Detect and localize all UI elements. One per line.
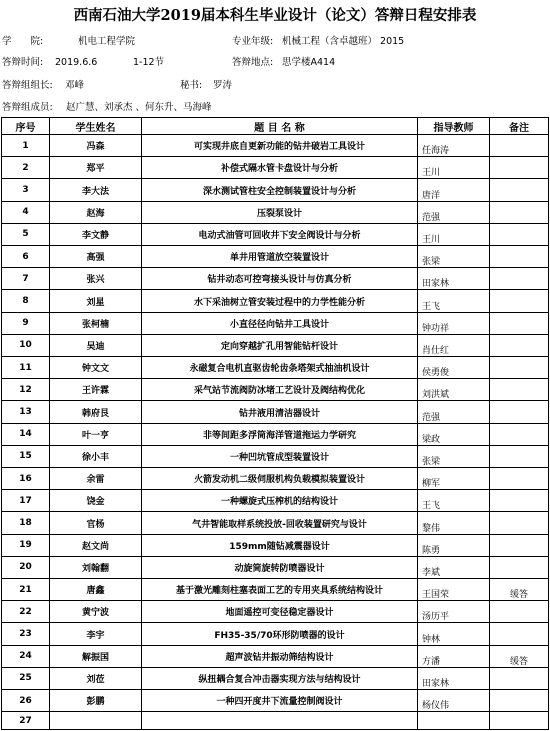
student-name: 刘莅 [50, 667, 142, 689]
header-topic: 题 目 名 称 [142, 118, 418, 135]
remark-cell [490, 423, 549, 445]
header-remark: 备注 [490, 118, 549, 135]
table-row [2, 556, 549, 578]
row-number: 21 [2, 579, 50, 601]
table-row [2, 601, 549, 623]
advisor-name: 王国荣 [418, 579, 490, 601]
row-number: 24 [2, 645, 50, 667]
student-name: 黄宁波 [50, 601, 142, 623]
remark-cell [490, 623, 549, 645]
remark-cell [490, 357, 549, 379]
row-number: 5 [2, 223, 50, 245]
row-number: 23 [2, 623, 50, 645]
remark-cell [490, 490, 549, 512]
topic-title: 动旋筒旋转防喷器设计 [142, 556, 418, 578]
row-number: 15 [2, 445, 50, 467]
remark-cell [490, 379, 549, 401]
row-number: 25 [2, 667, 50, 689]
secretary-label: 秘书: [180, 80, 203, 91]
student-name: 张兴 [50, 268, 142, 290]
table-row [2, 445, 549, 467]
topic-title [142, 712, 418, 730]
table-row [2, 534, 549, 556]
topic-title: 一种凹坑管成型装置设计 [142, 445, 418, 467]
schedule-table [1, 117, 549, 730]
members-label: 答辩组成员: [2, 102, 53, 113]
advisor-name: 杨仪伟 [418, 690, 490, 712]
table-row [2, 268, 549, 290]
topic-title: 气井智能取样系统投放-回收装置研究与设计 [142, 512, 418, 534]
row-number: 3 [2, 179, 50, 201]
topic-title: 一种螺旋式压榨机的结构设计 [142, 490, 418, 512]
student-name: 李大法 [50, 179, 142, 201]
student-name: 解振国 [50, 645, 142, 667]
table-row [2, 201, 549, 223]
row-number: 22 [2, 601, 50, 623]
topic-title: 深水测试管柱安全控制装置设计与分析 [142, 179, 418, 201]
student-name: 李文静 [50, 223, 142, 245]
remark-cell [490, 268, 549, 290]
advisor-name: 张梁 [418, 445, 490, 467]
leader-value: 邓峰 [65, 80, 85, 91]
row-number: 8 [2, 290, 50, 312]
table-row [2, 312, 549, 334]
major-label: 专业年级: [232, 36, 274, 47]
page-title: 西南石油大学2019届本科生毕业设计（论文）答辩日程安排表 [73, 7, 477, 24]
advisor-name: 范强 [418, 201, 490, 223]
student-name: 张柯楠 [50, 312, 142, 334]
advisor-name: 柳军 [418, 468, 490, 490]
advisor-name: 钟功祥 [418, 312, 490, 334]
table-row [2, 334, 549, 356]
student-name [50, 712, 142, 730]
topic-title: 钻井液用清洁器设计 [142, 401, 418, 423]
table-row [2, 357, 549, 379]
remark-cell [490, 712, 549, 730]
advisor-name: 范强 [418, 401, 490, 423]
student-name: 余雷 [50, 468, 142, 490]
advisor-name: 李斌 [418, 556, 490, 578]
remark-cell [490, 246, 549, 268]
remark-cell [490, 445, 549, 467]
time-label: 答辩时间: [2, 57, 44, 68]
student-name: 吴迪 [50, 334, 142, 356]
topic-title: 压裂泵设计 [142, 201, 418, 223]
advisor-name [418, 712, 490, 730]
remark-cell [490, 312, 549, 334]
sessions-value: 1-12节 [133, 57, 165, 68]
row-number: 1 [2, 135, 50, 157]
student-name: 郑平 [50, 157, 142, 179]
topic-title: 定向穿越扩孔用智能钻杆设计 [142, 334, 418, 356]
topic-title: 小直径径向钻井工具设计 [142, 312, 418, 334]
topic-title: 火箭发动机二级伺服机构负载模拟装置设计 [142, 468, 418, 490]
table-header-row [2, 118, 549, 135]
row-number: 18 [2, 512, 50, 534]
table-row [2, 179, 549, 201]
remark-cell [490, 157, 549, 179]
topic-title: 一种四开度井下流量控制阀设计 [142, 690, 418, 712]
table-row [2, 623, 549, 645]
row-number: 19 [2, 534, 50, 556]
topic-title: 纵扭耦合复合冲击器实现方法与结构设计 [142, 667, 418, 689]
table-row [2, 490, 549, 512]
row-number: 20 [2, 556, 50, 578]
topic-title: 钻井动态可控弯接头设计与仿真分析 [142, 268, 418, 290]
advisor-name: 陈勇 [418, 534, 490, 556]
advisor-name: 方潘 [418, 645, 490, 667]
topic-title: 基于激光雕刻柱塞表面工艺的专用夹具系统结构设计 [142, 579, 418, 601]
table-row [2, 512, 549, 534]
secretary-value: 罗涛 [213, 80, 233, 91]
student-name: 唐鑫 [50, 579, 142, 601]
table-row [2, 423, 549, 445]
row-number: 12 [2, 379, 50, 401]
table-row [2, 135, 549, 157]
remark-cell [490, 334, 549, 356]
remark-cell [490, 534, 549, 556]
student-name: 徐小丰 [50, 445, 142, 467]
row-number: 13 [2, 401, 50, 423]
header-student: 学生姓名 [50, 118, 142, 135]
topic-title: 非等间距多浮筒海洋管道拖运力学研究 [142, 423, 418, 445]
table-row [2, 579, 549, 601]
remark-cell [490, 512, 549, 534]
remark-cell [490, 601, 549, 623]
table-row [2, 712, 549, 730]
student-name: 刘星 [50, 290, 142, 312]
student-name: 冯森 [50, 135, 142, 157]
advisor-name: 王飞 [418, 490, 490, 512]
topic-title: 永磁复合电机直驱齿轮齿条塔架式抽油机设计 [142, 357, 418, 379]
row-number: 4 [2, 201, 50, 223]
advisor-name: 张梁 [418, 246, 490, 268]
advisor-name: 田家林 [418, 667, 490, 689]
student-name: 彭鹏 [50, 690, 142, 712]
table-row [2, 645, 549, 667]
student-name: 韩府艮 [50, 401, 142, 423]
row-number: 27 [2, 712, 50, 730]
major-value: 机械工程（含卓越班） 2015 [282, 36, 405, 47]
topic-title: FH35-35/70环形防喷器的设计 [142, 623, 418, 645]
topic-title: 电动式油管可回收井下安全阀设计与分析 [142, 223, 418, 245]
table-row [2, 468, 549, 490]
remark-cell [490, 223, 549, 245]
topic-title: 采气站节流阀防冰堵工艺设计及阀结构优化 [142, 379, 418, 401]
topic-title: 超声波钻井振动筛结构设计 [142, 645, 418, 667]
topic-title: 补偿式隔水管卡盘设计与分析 [142, 157, 418, 179]
topic-title: 单井用管道放空装置设计 [142, 246, 418, 268]
college-label: 学 院: [2, 36, 44, 47]
table-row [2, 401, 549, 423]
leader-label: 答辩组组长: [2, 80, 53, 91]
row-number: 2 [2, 157, 50, 179]
student-name: 赵文尚 [50, 534, 142, 556]
table-row [2, 290, 549, 312]
advisor-name: 汤历平 [418, 601, 490, 623]
advisor-name: 王川 [418, 223, 490, 245]
student-name: 叶一亨 [50, 423, 142, 445]
members-value: 赵广慧、刘承杰 、何东升、马海峰 [66, 102, 212, 113]
row-number: 26 [2, 690, 50, 712]
student-name: 高强 [50, 246, 142, 268]
remark-cell [490, 179, 549, 201]
advisor-name: 王飞 [418, 290, 490, 312]
table-row [2, 690, 549, 712]
row-number: 6 [2, 246, 50, 268]
row-number: 7 [2, 268, 50, 290]
place-value: 思学楼A414 [282, 57, 336, 68]
remark-cell: 缓答 [490, 579, 549, 601]
remark-cell [490, 401, 549, 423]
row-number: 9 [2, 312, 50, 334]
advisor-name: 任海涛 [418, 135, 490, 157]
advisor-name: 黎伟 [418, 512, 490, 534]
date-value: 2019.6.6 [55, 57, 98, 68]
place-label: 答辩地点: [232, 57, 274, 68]
table-body [2, 135, 549, 730]
table-row [2, 157, 549, 179]
advisor-name: 梁政 [418, 423, 490, 445]
topic-title: 地面遥控可变径稳定器设计 [142, 601, 418, 623]
student-name: 赵海 [50, 201, 142, 223]
advisor-name: 钟林 [418, 623, 490, 645]
remark-cell [490, 468, 549, 490]
remark-cell [490, 290, 549, 312]
topic-title: 159mm随钻减震器设计 [142, 534, 418, 556]
row-number: 16 [2, 468, 50, 490]
student-name: 钟文文 [50, 357, 142, 379]
student-name: 官杨 [50, 512, 142, 534]
topic-title: 可实现井底自更新功能的钻井破岩工具设计 [142, 135, 418, 157]
remark-cell: 缓答 [490, 645, 549, 667]
table-row [2, 667, 549, 689]
student-name: 李宇 [50, 623, 142, 645]
student-name: 刘翰翻 [50, 556, 142, 578]
student-name: 王许霖 [50, 379, 142, 401]
remark-cell [490, 690, 549, 712]
college-value: 机电工程学院 [78, 36, 136, 47]
remark-cell [490, 201, 549, 223]
remark-cell [490, 556, 549, 578]
header-advisor: 指导教师 [418, 118, 490, 135]
advisor-name: 王川 [418, 157, 490, 179]
student-name: 饶金 [50, 490, 142, 512]
table-row [2, 246, 549, 268]
row-number: 14 [2, 423, 50, 445]
table-row [2, 223, 549, 245]
row-number: 11 [2, 357, 50, 379]
row-number: 17 [2, 490, 50, 512]
advisor-name: 刘洪斌 [418, 379, 490, 401]
advisor-name: 肖仕红 [418, 334, 490, 356]
table-row [2, 379, 549, 401]
row-number: 10 [2, 334, 50, 356]
topic-title: 水下采油树立管安装过程中的力学性能分析 [142, 290, 418, 312]
advisor-name: 唐洋 [418, 179, 490, 201]
advisor-name: 侯勇俊 [418, 357, 490, 379]
remark-cell [490, 667, 549, 689]
remark-cell [490, 135, 549, 157]
header-no: 序号 [2, 118, 50, 135]
advisor-name: 田家林 [418, 268, 490, 290]
